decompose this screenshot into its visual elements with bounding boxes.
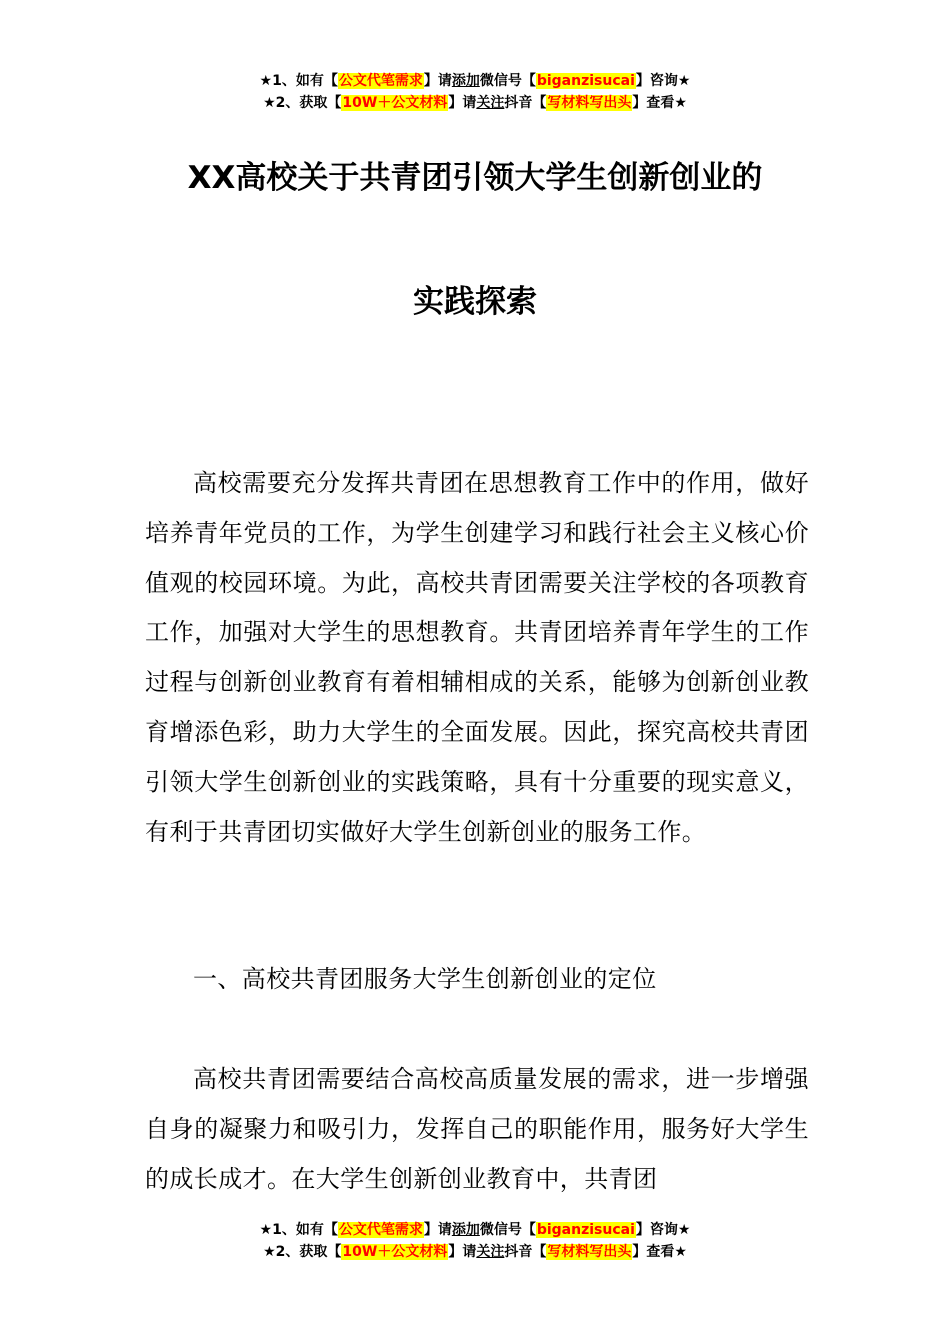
promo-text: 抖音【 xyxy=(504,95,547,111)
promo-highlight: 写材料写出头 xyxy=(547,1244,632,1260)
promo-text: ★2、获取【 xyxy=(263,1244,342,1260)
promo-text: 】查看★ xyxy=(632,95,687,111)
promo-text: 】咨询★ xyxy=(635,1222,691,1238)
promo-text: 】咨询★ xyxy=(635,73,691,89)
promo-text: 】查看★ xyxy=(632,1244,687,1260)
promo-text: ★2、获取【 xyxy=(263,95,342,111)
promo-highlight: biganzisucai xyxy=(536,1222,635,1238)
section-heading-1: 一、高校共青团服务大学生创新创业的定位 xyxy=(193,965,657,993)
promo-text: 微信号【 xyxy=(479,1222,536,1238)
promo-text: ★1、如有【 xyxy=(259,1222,338,1238)
footer-promo-banner xyxy=(0,1219,950,1263)
promo-line-1 xyxy=(0,70,950,92)
promo-underline: 添加 xyxy=(451,73,480,89)
promo-underline: 关注 xyxy=(476,1244,505,1260)
promo-highlight: 10W＋公文材料 xyxy=(342,95,448,111)
header-promo-banner xyxy=(0,70,950,114)
promo-highlight: 公文代笔需求 xyxy=(338,73,423,89)
document-title-line-2: 实践探索 xyxy=(413,284,537,320)
promo-text: 】请 xyxy=(448,1244,477,1260)
promo-line-2 xyxy=(0,92,950,114)
promo-text: 】请 xyxy=(423,1222,452,1238)
promo-highlight: biganzisucai xyxy=(536,73,635,89)
promo-highlight: 写材料写出头 xyxy=(547,95,632,111)
promo-underline: 关注 xyxy=(476,95,505,111)
promo-line-2 xyxy=(0,1241,950,1263)
promo-text: 抖音【 xyxy=(504,1244,547,1260)
promo-highlight: 公文代笔需求 xyxy=(338,1222,423,1238)
paragraph-text: 高校需要充分发挥共青团在思想教育工作中的作用，做好培养青年党员的工作，为学生创建学习和践行社会主义核心价值观的校园环境。为此，高校共青团需要关注学校的各项教育工作，加强对大学生的思想教育。共青团培养青年学生的工作过程与创新创业教育有着相辅相成的关系，能够为创新创业教育增添色彩，助力大学生的全面发展。因此，探究高校共青团引领大学生创新创业的实践策略，具有十分重要的现实意义，有利于共青团切实做好大学生创新创业的服务工作。 xyxy=(145,469,809,846)
paragraph-text: 高校共青团需要结合高校高质量发展的需求，进一步增强自身的凝聚力和吸引力，发挥自己的职能作用，服务好大学生的成长成才。在大学生创新创业教育中，共青团 xyxy=(145,1065,809,1193)
document-title-line-1: XX高校关于共青团引领大学生创新创业的 xyxy=(187,160,763,196)
promo-text: 】请 xyxy=(448,95,477,111)
body-paragraph-2 xyxy=(145,1055,809,1205)
promo-highlight: 10W＋公文材料 xyxy=(342,1244,448,1260)
promo-text: 】请 xyxy=(423,73,452,89)
body-paragraph-1 xyxy=(145,459,809,857)
promo-underline: 添加 xyxy=(451,1222,480,1238)
promo-line-1 xyxy=(0,1219,950,1241)
promo-text: 微信号【 xyxy=(479,73,536,89)
promo-text: ★1、如有【 xyxy=(259,73,338,89)
